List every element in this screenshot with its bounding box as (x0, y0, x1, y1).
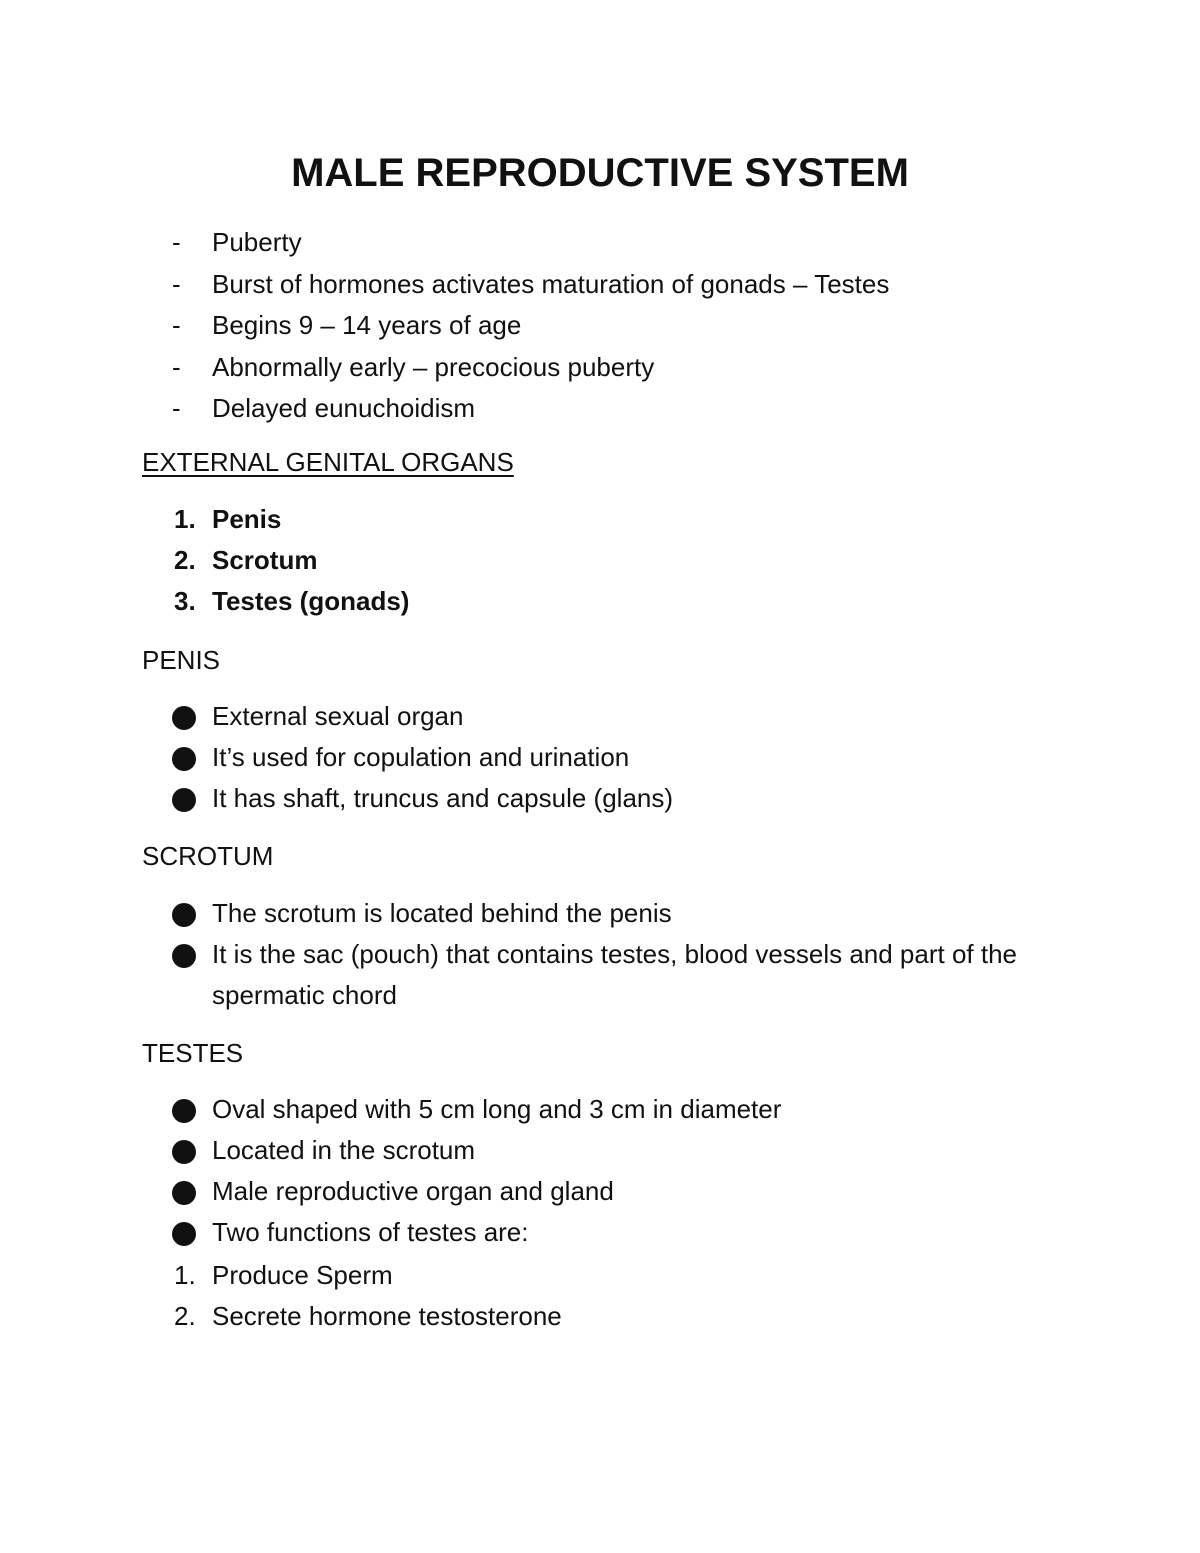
list-item: 1. Produce Sperm (174, 1255, 562, 1296)
list-item: 3. Testes (gonads) (174, 581, 409, 622)
list-item: Two functions of testes are: (172, 1212, 781, 1253)
list-item: - Delayed eunuchoidism (172, 388, 889, 430)
list-item: External sexual organ (172, 696, 673, 737)
dash-marker: - (172, 310, 181, 340)
list-item: It is the sac (pouch) that contains testes, blood vessels and part of the spermatic chord (172, 934, 1092, 1016)
external-organs-heading: EXTERNAL GENITAL ORGANS (142, 447, 514, 477)
list-number: 1. (174, 504, 196, 534)
penis-list (172, 696, 673, 819)
page-title: MALE REPRODUCTIVE SYSTEM (291, 151, 909, 195)
list-item: Male reproductive organ and gland (172, 1171, 781, 1212)
bullet-icon (172, 1222, 196, 1246)
list-number: 1. (174, 1260, 196, 1290)
dash-marker: - (172, 351, 181, 382)
list-number: 3. (174, 586, 196, 616)
testes-list (172, 1089, 781, 1253)
list-item: Oval shaped with 5 cm long and 3 cm in diameter (172, 1089, 781, 1130)
bullet-icon (172, 706, 196, 730)
scrotum-list (172, 893, 1092, 1016)
testes-heading: TESTES (142, 1038, 244, 1068)
bullet-icon (172, 1140, 196, 1164)
list-item: - Abnormally early – precocious puberty (172, 347, 889, 389)
list-item: The scrotum is located behind the penis (172, 893, 1092, 934)
list-item: - Burst of hormones activates maturation of gonads – Testes (172, 264, 889, 306)
dash-marker: - (172, 393, 181, 423)
list-item: 2. Scrotum (174, 540, 409, 581)
list-number: 2. (174, 545, 196, 575)
list-item: 2. Secrete hormone testosterone (174, 1296, 562, 1337)
bullet-icon (172, 747, 196, 771)
penis-heading: PENIS (142, 645, 221, 675)
list-item: It’s used for copulation and urination (172, 737, 673, 778)
list-item: 1. Penis (174, 499, 409, 540)
bullet-icon (172, 788, 196, 812)
external-organs-list (174, 499, 409, 622)
list-item: It has shaft, truncus and capsule (glans) (172, 778, 673, 819)
scrotum-heading: SCROTUM (142, 841, 274, 871)
list-item: - Begins 9 – 14 years of age (172, 305, 889, 347)
bullet-icon (172, 903, 196, 927)
list-number: 2. (174, 1301, 196, 1331)
intro-list (172, 222, 889, 430)
bullet-icon (172, 1099, 196, 1123)
bullet-icon (172, 1181, 196, 1205)
list-item: - Puberty (172, 222, 889, 264)
testes-functions-list (174, 1255, 562, 1337)
dash-marker: - (172, 268, 181, 299)
list-item: Located in the scrotum (172, 1130, 781, 1171)
dash-marker: - (172, 227, 181, 257)
bullet-icon (172, 944, 196, 968)
